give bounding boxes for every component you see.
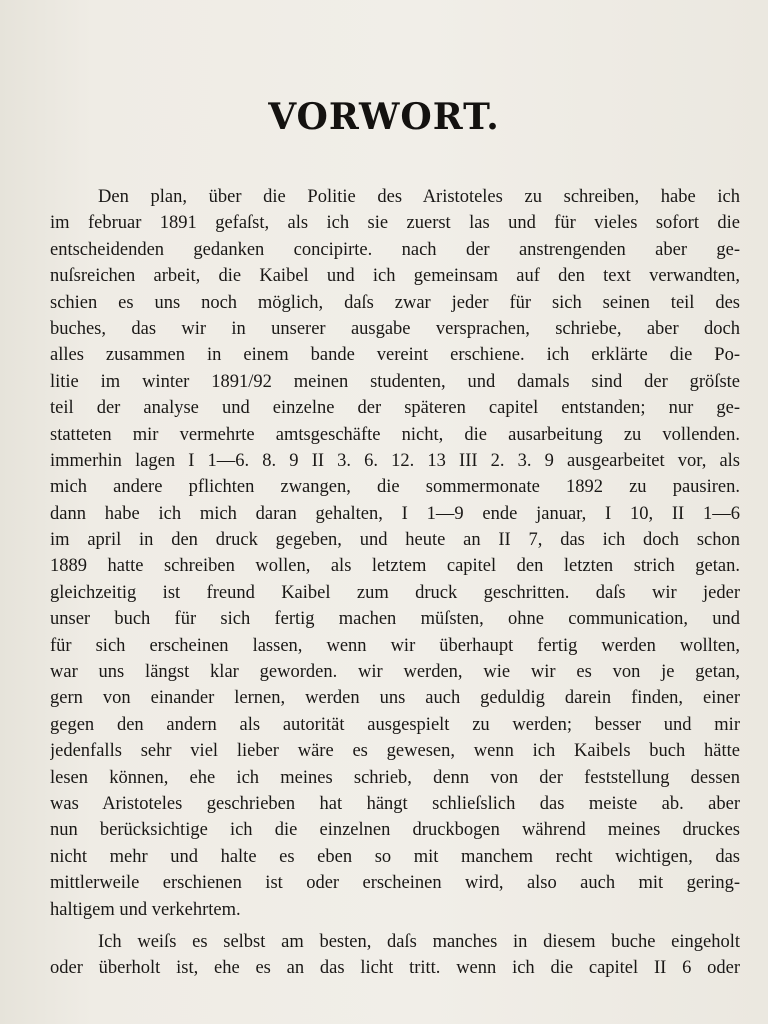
text-line: alles zusammen in einem bande vereint erschiene. ich erklärte die Po-	[50, 345, 740, 366]
text-line: unser buch für sich fertig machen müſsten, ohne communication, und	[50, 609, 740, 630]
page-title: VORWORT.	[268, 96, 500, 138]
text-line: für sich erscheinen lassen, wenn wir überhaupt fertig werden wollten,	[50, 635, 740, 656]
text-line: nicht mehr und halte es eben so mit manchem recht wichtigen, das	[50, 846, 740, 867]
text-line: Den plan, über die Politie des Aristoteles zu schreiben, habe ich	[98, 187, 740, 207]
text-line: buches, das wir in unserer ausgabe versprachen, schriebe, aber doch	[50, 318, 740, 339]
text-line: entscheidenden gedanken concipirte. nach der anstrengenden aber ge-	[50, 239, 740, 260]
text-line: 1889 hatte schreiben wollen, als letztem capitel den letzten strich getan.	[50, 556, 740, 577]
paragraph-1	[50, 184, 740, 923]
text-line: jedenfalls sehr viel lieber wäre es gewesen, wenn ich Kaibels buch hätte	[50, 741, 740, 762]
text-line: gleichzeitig ist freund Kaibel zum druck geschritten. daſs wir jeder	[50, 582, 740, 603]
text-line: im februar 1891 gefaſst, als ich sie zuerst las und für vieles sofort die	[50, 213, 740, 234]
text-line: litie im winter 1891/92 meinen studenten, und damals sind der gröſste	[50, 371, 740, 392]
text-line: schien es uns noch möglich, daſs zwar jeder für sich seinen teil des	[50, 292, 740, 313]
text-line: dann habe ich mich daran gehalten, I 1—9 ende januar, I 10, II 1—6	[50, 503, 740, 524]
text-line: im april in den druck gegeben, und heute an II 7, das ich doch schon	[50, 530, 740, 551]
text-line: gegen den andern als autorität ausgespielt zu werden; besser und mir	[50, 714, 740, 735]
text-line: nuſsreichen arbeit, die Kaibel und ich gemeinsam auf den text verwandten,	[50, 266, 740, 287]
text-line: lesen können, ehe ich meines schrieb, denn von der feststellung dessen	[50, 767, 740, 788]
preface-body	[50, 184, 740, 982]
text-line: Ich weiſs es selbst am besten, daſs manches in diesem buche eingeholt	[98, 931, 740, 952]
text-line: nun berücksichtige ich die einzelnen druckbogen während meines druckes	[50, 820, 740, 841]
text-line: gern von einander lernen, werden uns auch geduldig darein finden, einer	[50, 688, 740, 709]
text-line: war uns längst klar geworden. wir werden, wie wir es von je getan,	[50, 662, 740, 683]
text-line: haltigem und verkehrtem.	[50, 899, 241, 920]
text-line: oder überholt ist, ehe es an das licht tritt. wenn ich die capitel II 6 oder	[50, 958, 740, 979]
paragraph-2	[50, 929, 740, 982]
text-line: immerhin lagen I 1—6. 8. 9 II 3. 6. 12. 13 III 2. 3. 9 ausgearbeitet vor, als	[50, 450, 740, 471]
text-line: mich andere pflichten zwangen, die sommermonate 1892 zu pausiren.	[50, 477, 740, 498]
text-line: statteten mir vermehrte amtsgeschäfte nicht, die ausarbeitung zu vollenden.	[50, 424, 740, 445]
text-line: teil der analyse und einzelne der späteren capitel entstanden; nur ge-	[50, 398, 740, 419]
text-line: mittlerweile erschienen ist oder erscheinen wird, also auch mit gering-	[50, 873, 740, 894]
text-line: was Aristoteles geschrieben hat hängt schlieſslich das meiste ab. aber	[50, 793, 740, 814]
